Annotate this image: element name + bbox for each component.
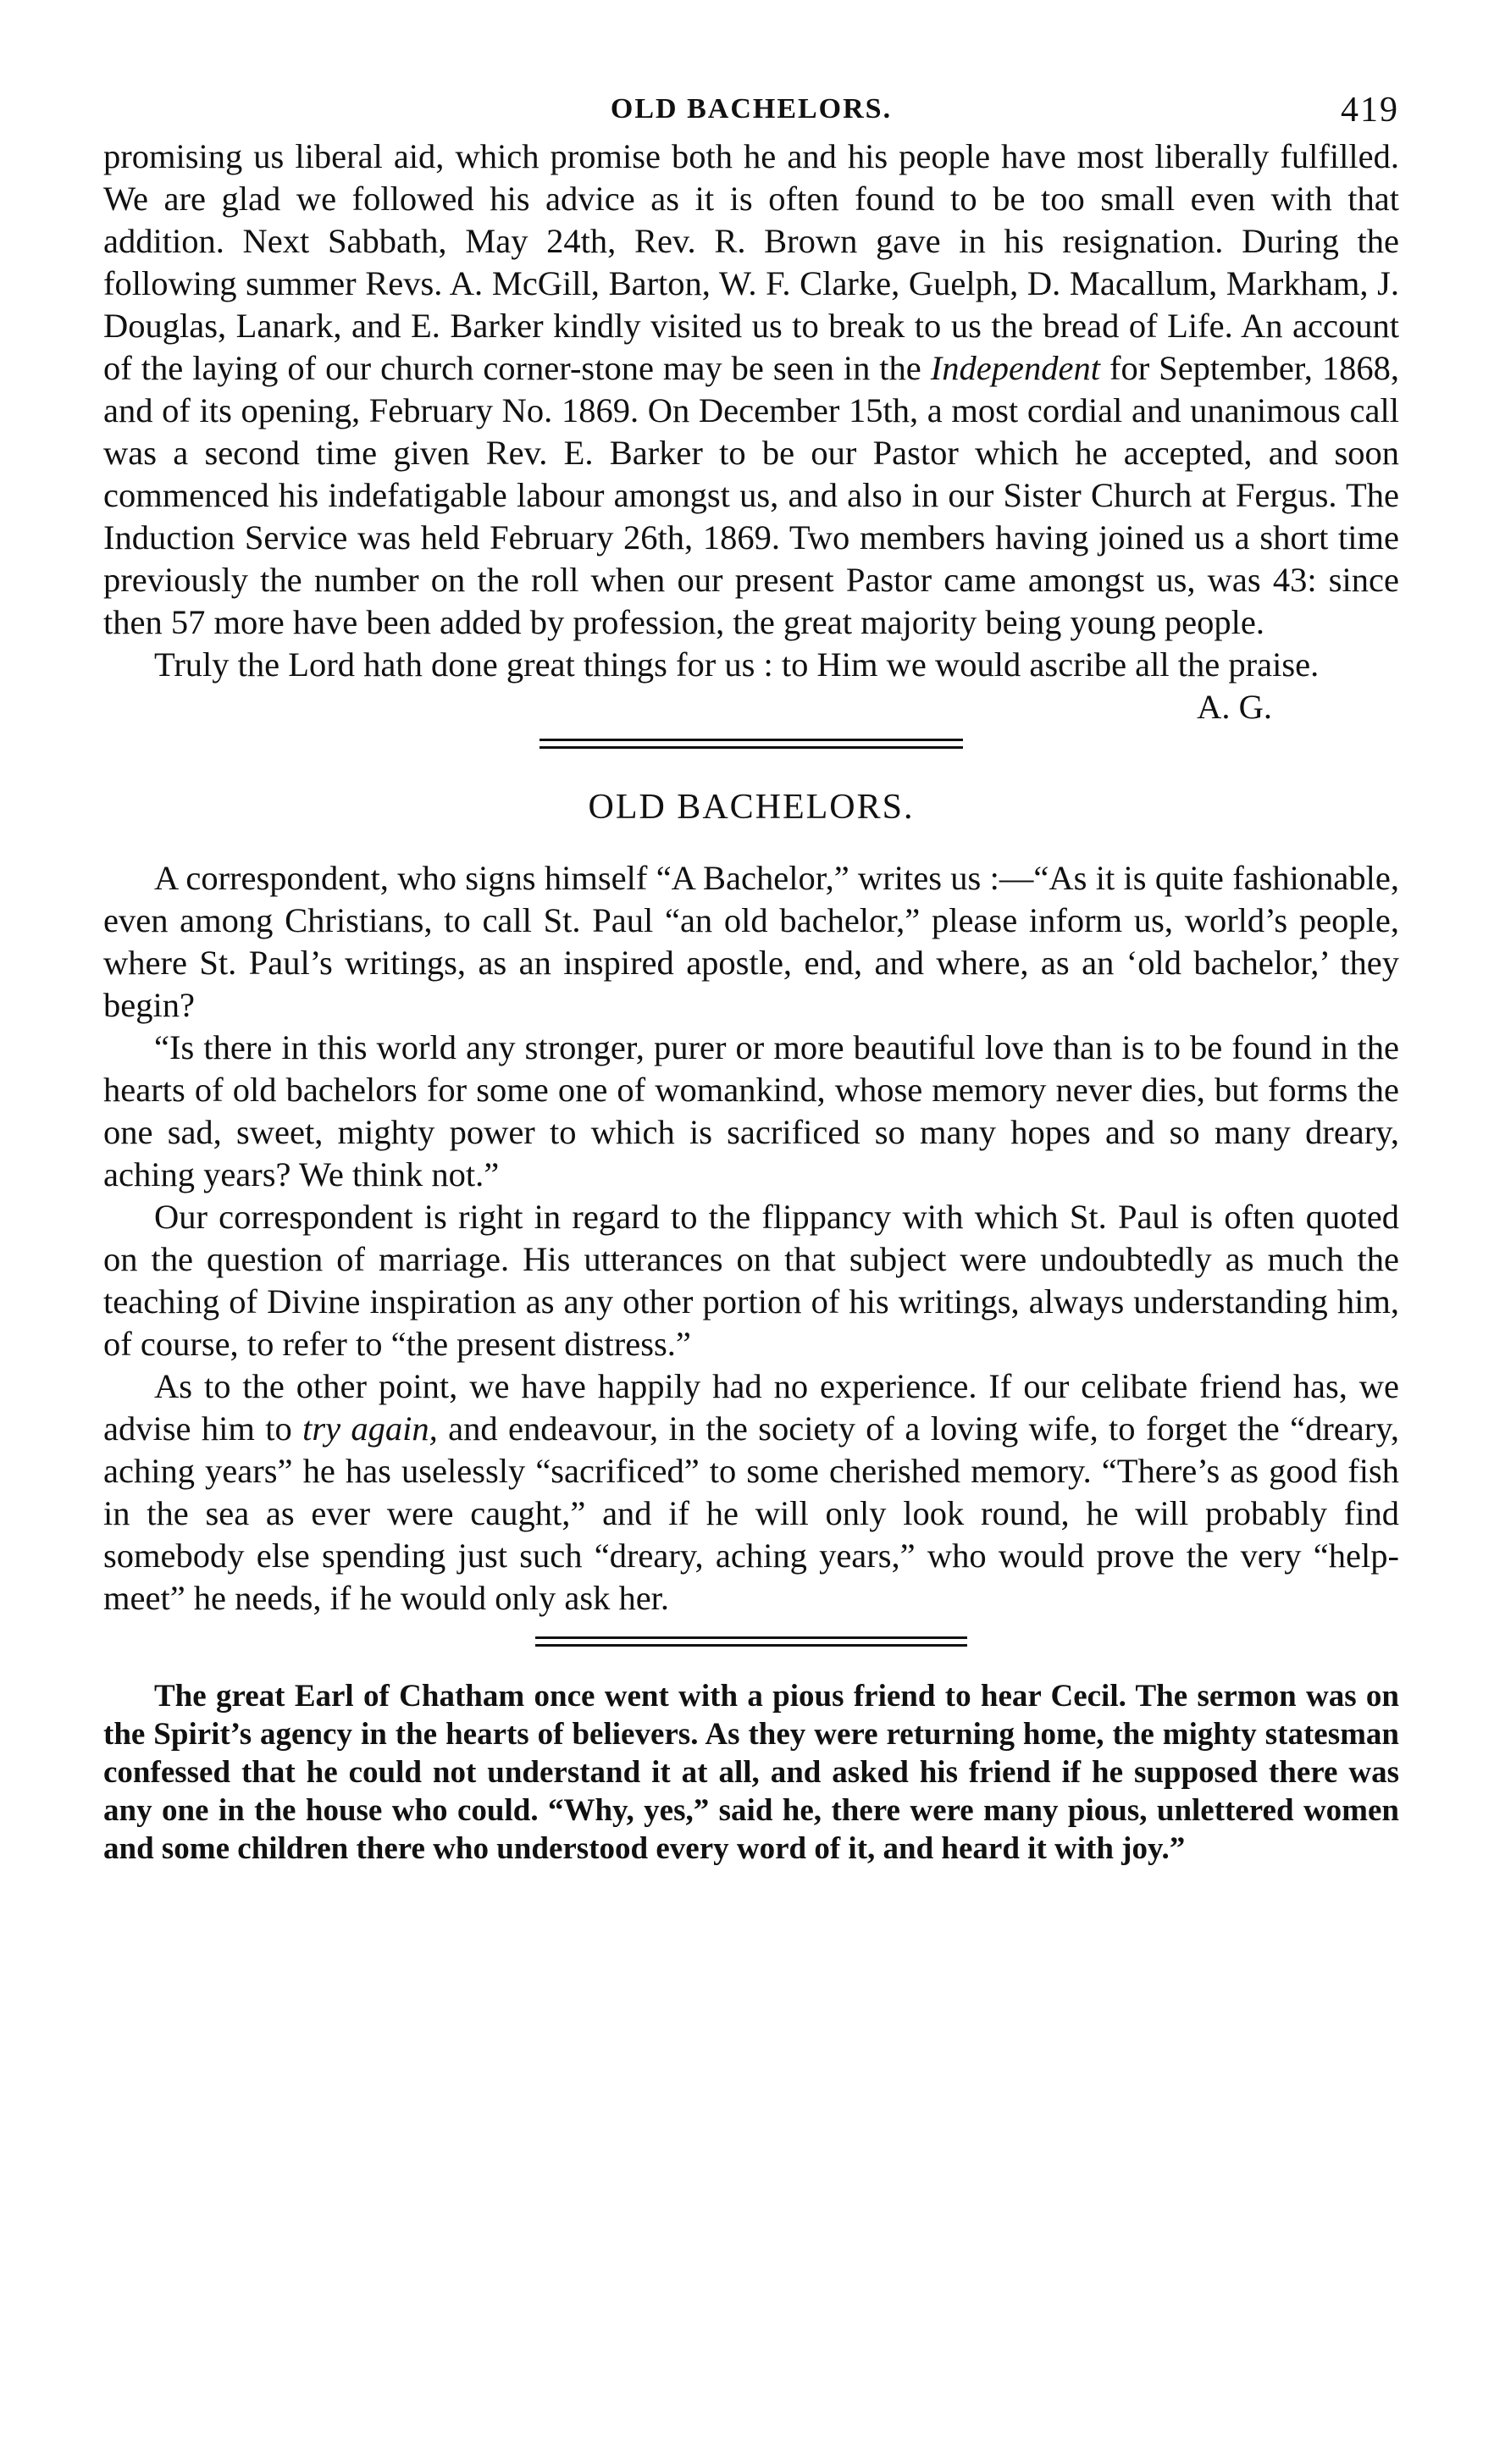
anecdote-paragraph: The great Earl of Chatham once went with a pious friend to hear Cecil. The sermon was on the Spirit’s agency in the hearts of believers. As they were returning home, the mighty statesman confessed that he could not understand it at all, and asked his friend if he supposed there was any one in the house who could. “Why, yes,” said he, there were many pious, unlettered women and some children there who understood every word of it, and heard it with joy.” bbox=[103, 1679, 1399, 1866]
article-paragraph-4 bbox=[103, 1365, 1399, 1620]
page bbox=[103, 85, 1399, 1868]
continuation-section bbox=[103, 136, 1399, 686]
continuation-text-b: for September, 1868, and of its opening, February No. 1869. On December 15th, a most cordial and unanimous call was a second time given Rev. E. Barker to be our Pastor which he accepted, and soon commenced his indefatigable labour amongst us, and also in our Sister Church at Fergus. The Induction Service was held February 26th, 1869. Two members having joined us a short time previously the number on the roll when our present Pastor came amongst us, was 43: since then 57 more have been added by profession, the great majority being young people. bbox=[103, 349, 1399, 641]
independent-title: Independent bbox=[930, 349, 1100, 387]
running-title: OLD BACHELORS. bbox=[610, 93, 893, 125]
continuation-paragraph-1 bbox=[103, 136, 1399, 644]
article-heading: OLD BACHELORS. bbox=[588, 788, 915, 827]
continuation-text-a: promising us liberal aid, which promise both he and his people have most liberally fulfilled. We are glad we followed his advice as it is often found to be too small even with that addition. Next Sabbath, May 24th, Rev. R. Brown gave in his resignation. During the following summer Revs. A. McGill, Barton, W. F. Clarke, Guelph, D. Macallum, Markham, J. Douglas, Lanark, and E. Barker kindly visited us to break to us the bread of Life. An account of the laying of our church corner-stone may be seen in the bbox=[103, 137, 1399, 387]
anecdote-divider bbox=[535, 1636, 967, 1647]
running-head bbox=[103, 85, 1399, 136]
continuation-paragraph-2: Truly the Lord hath done great things for us : to Him we would ascribe all the praise. bbox=[154, 645, 1320, 684]
article-body bbox=[103, 857, 1399, 1620]
anecdote-section bbox=[103, 1677, 1399, 1868]
article-paragraph-1: A correspondent, who signs himself “A Bachelor,” writes us :—“As it is quite fashionable, even among Christians, to call St. Paul “an old bachelor,” please inform us, world’s people, where St. Paul’s writings, as an inspired apostle, end, and where, as an ‘old bachelor,’ they begin? bbox=[103, 859, 1399, 1024]
section-divider bbox=[540, 739, 963, 749]
try-again-emphasis: try again, bbox=[302, 1409, 438, 1448]
article-paragraph-3: Our correspondent is right in regard to the flippancy with which St. Paul is often quoted on the question of marriage. His utterances on that subject were undoubtedly as much the teaching of Divine inspiration as any other portion of his writings, always understanding him, of course, to refer to “the present distress.” bbox=[103, 1198, 1399, 1363]
article-p4-text-a: As to the other point, we have happily had no experience. If our celibate friend has, we advise him to bbox=[103, 1367, 1399, 1448]
page-number: 419 bbox=[1341, 91, 1399, 130]
article-paragraph-2: “Is there in this world any stronger, purer or more beautiful love than is to be found in the hearts of old bachelors for some one of womankind, whose memory never dies, but forms the one sad, sweet, mighty power to which is sacrificed so many hopes and so many dreary, aching years? We think not.” bbox=[103, 1028, 1399, 1193]
article-p4-text-b: and endeavour, in the society of a loving wife, to forget the “dreary, aching years” he has uselessly “sacrificed” to some cherished memory. “There’s as good fish in the sea as ever were caught,” and if he will only look round, he will probably find somebody else spending just such “dreary, aching years,” who would prove the very “help-meet” he needs, if he would only ask her. bbox=[103, 1409, 1399, 1617]
signature: A. G. bbox=[1197, 688, 1272, 726]
